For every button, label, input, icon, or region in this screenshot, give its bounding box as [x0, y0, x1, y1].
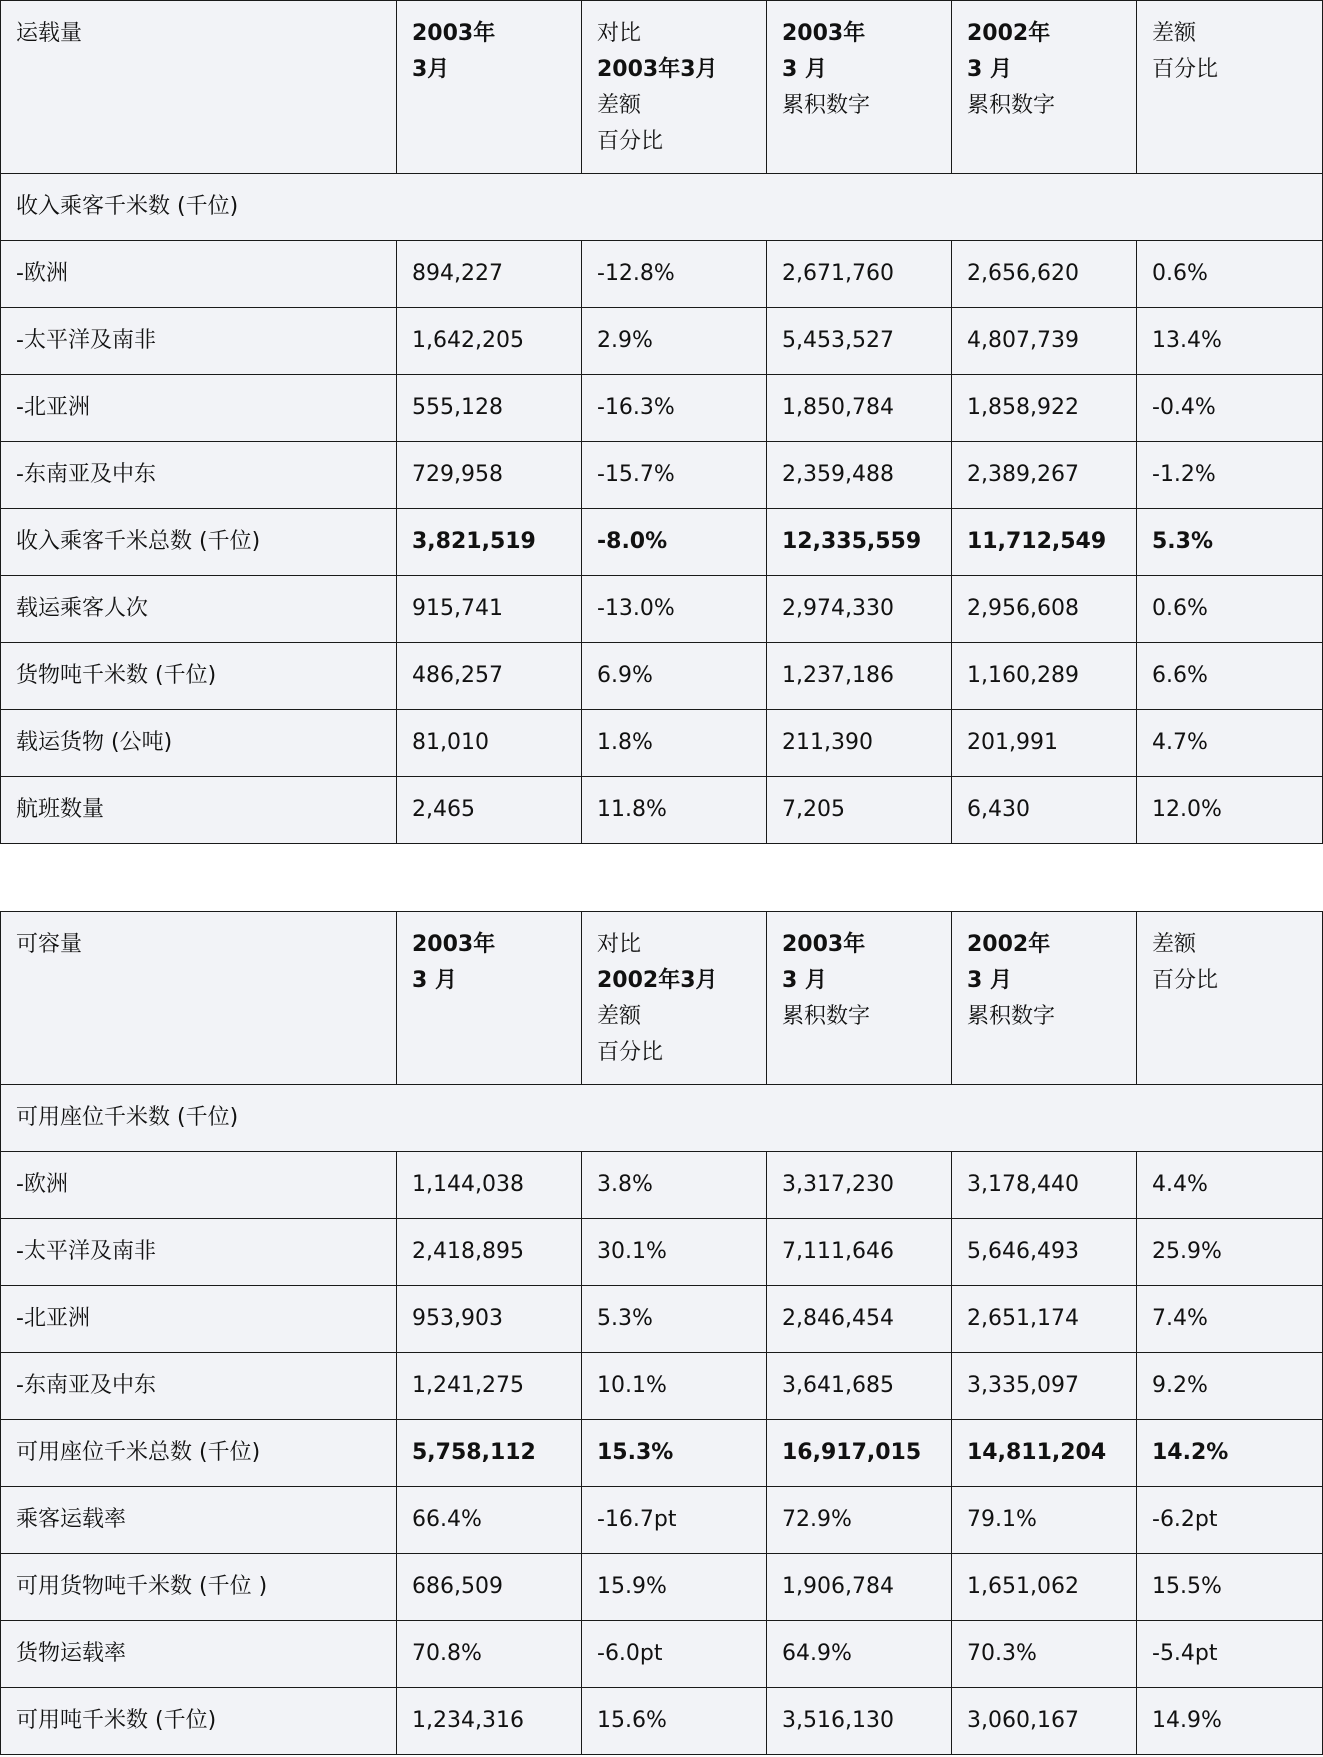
table-row	[1, 1353, 1323, 1420]
value-cell: 7,111,646	[767, 1219, 952, 1286]
value-cell: 15.6%	[582, 1688, 767, 1755]
value-cell: 2,651,174	[952, 1286, 1137, 1353]
header-line: 2003年	[782, 21, 866, 46]
value-cell: 3,821,519	[397, 509, 582, 576]
value-cell: 1,144,038	[397, 1152, 582, 1219]
value-cell: 1,651,062	[952, 1554, 1137, 1621]
value-cell: 16,917,015	[767, 1420, 952, 1487]
header-cell	[582, 912, 767, 1085]
value-cell: 10.1%	[582, 1353, 767, 1420]
value-cell: 3.8%	[582, 1152, 767, 1219]
section-title-row	[1, 1085, 1323, 1152]
value-cell: 1,858,922	[952, 375, 1137, 442]
header-line: 差额	[1152, 21, 1197, 46]
table-row	[1, 1152, 1323, 1219]
value-cell: 1,241,275	[397, 1353, 582, 1420]
header-line: 百分比	[597, 129, 664, 154]
value-cell: 211,390	[767, 710, 952, 777]
header-line: 2003年	[782, 932, 866, 957]
row-label: -东南亚及中东	[1, 1353, 397, 1420]
header-line: 2003年	[412, 21, 496, 46]
value-cell: 4.7%	[1137, 710, 1323, 777]
value-cell: 7.4%	[1137, 1286, 1323, 1353]
table-row	[1, 308, 1323, 375]
header-line: 累积数字	[967, 1004, 1056, 1029]
header-cell	[397, 912, 582, 1085]
row-label: -欧洲	[1, 241, 397, 308]
table-header-row	[1, 912, 1323, 1085]
value-cell: 15.5%	[1137, 1554, 1323, 1621]
value-cell: -6.2pt	[1137, 1487, 1323, 1554]
value-cell: 30.1%	[582, 1219, 767, 1286]
header-cell	[952, 1, 1137, 174]
header-line: 3 月	[412, 968, 457, 993]
value-cell: -8.0%	[582, 509, 767, 576]
table-row	[1, 643, 1323, 710]
header-cell	[1, 912, 397, 1085]
value-cell: -13.0%	[582, 576, 767, 643]
value-cell: 12.0%	[1137, 777, 1323, 844]
value-cell: 15.9%	[582, 1554, 767, 1621]
header-cell	[1137, 912, 1323, 1085]
value-cell: 9.2%	[1137, 1353, 1323, 1420]
value-cell: 486,257	[397, 643, 582, 710]
table-row	[1, 1487, 1323, 1554]
value-cell: 4.4%	[1137, 1152, 1323, 1219]
header-line: 差额	[597, 1004, 642, 1029]
value-cell: 5.3%	[1137, 509, 1323, 576]
traffic-table	[0, 0, 1323, 844]
table-row	[1, 1621, 1323, 1688]
value-cell: 15.3%	[582, 1420, 767, 1487]
row-label: -北亚洲	[1, 375, 397, 442]
row-label: 载运乘客人次	[1, 576, 397, 643]
row-label: 货物运载率	[1, 1621, 397, 1688]
value-cell: 0.6%	[1137, 576, 1323, 643]
value-cell: 79.1%	[952, 1487, 1137, 1554]
table-row	[1, 777, 1323, 844]
table-header-row	[1, 1, 1323, 174]
value-cell: 2,846,454	[767, 1286, 952, 1353]
value-cell: 2,974,330	[767, 576, 952, 643]
header-line: 差额	[597, 93, 642, 118]
capacity-table	[0, 911, 1323, 1755]
value-cell: -16.3%	[582, 375, 767, 442]
header-line: 差额	[1152, 932, 1197, 957]
header-line: 百分比	[1152, 57, 1219, 82]
value-cell: 12,335,559	[767, 509, 952, 576]
header-line: 3 月	[782, 57, 827, 82]
value-cell: 6,430	[952, 777, 1137, 844]
value-cell: 70.8%	[397, 1621, 582, 1688]
row-label: 收入乘客千米总数 (千位)	[1, 509, 397, 576]
table-row	[1, 375, 1323, 442]
section-title: 可用座位千米数 (千位)	[1, 1085, 1323, 1152]
header-line: 百分比	[1152, 968, 1219, 993]
header-line: 累积数字	[967, 93, 1056, 118]
value-cell: 66.4%	[397, 1487, 582, 1554]
value-cell: 25.9%	[1137, 1219, 1323, 1286]
row-label: -东南亚及中东	[1, 442, 397, 509]
section-title: 收入乘客千米数 (千位)	[1, 174, 1323, 241]
header-line: 2002年	[967, 21, 1051, 46]
value-cell: 3,178,440	[952, 1152, 1137, 1219]
value-cell: 1,906,784	[767, 1554, 952, 1621]
header-line: 运载量	[16, 21, 83, 46]
table-row	[1, 1554, 1323, 1621]
value-cell: 2,465	[397, 777, 582, 844]
header-line: 2003年	[412, 932, 496, 957]
value-cell: 81,010	[397, 710, 582, 777]
header-line: 百分比	[597, 1040, 664, 1065]
value-cell: -5.4pt	[1137, 1621, 1323, 1688]
value-cell: 70.3%	[952, 1621, 1137, 1688]
value-cell: 2,418,895	[397, 1219, 582, 1286]
value-cell: 13.4%	[1137, 308, 1323, 375]
table-row	[1, 576, 1323, 643]
value-cell: 5,646,493	[952, 1219, 1137, 1286]
value-cell: -1.2%	[1137, 442, 1323, 509]
value-cell: 2,389,267	[952, 442, 1137, 509]
value-cell: -15.7%	[582, 442, 767, 509]
row-label: 航班数量	[1, 777, 397, 844]
value-cell: 686,509	[397, 1554, 582, 1621]
value-cell: 1.8%	[582, 710, 767, 777]
value-cell: 11.8%	[582, 777, 767, 844]
value-cell: 5.3%	[582, 1286, 767, 1353]
value-cell: 72.9%	[767, 1487, 952, 1554]
header-cell	[767, 912, 952, 1085]
header-cell	[1, 1, 397, 174]
table-row	[1, 442, 1323, 509]
table-row	[1, 1688, 1323, 1755]
table-row	[1, 1420, 1323, 1487]
header-line: 3 月	[967, 968, 1012, 993]
value-cell: 2,656,620	[952, 241, 1137, 308]
value-cell: 1,237,186	[767, 643, 952, 710]
header-line: 对比	[597, 21, 642, 46]
value-cell: 1,160,289	[952, 643, 1137, 710]
value-cell: 729,958	[397, 442, 582, 509]
value-cell: 915,741	[397, 576, 582, 643]
value-cell: 14.2%	[1137, 1420, 1323, 1487]
value-cell: 1,234,316	[397, 1688, 582, 1755]
value-cell: 2,671,760	[767, 241, 952, 308]
header-line: 3月	[412, 57, 450, 82]
value-cell: 1,642,205	[397, 308, 582, 375]
header-cell	[397, 1, 582, 174]
header-line: 2002年3月	[597, 968, 718, 993]
value-cell: 3,060,167	[952, 1688, 1137, 1755]
row-label: 可用吨千米数 (千位)	[1, 1688, 397, 1755]
value-cell: 6.9%	[582, 643, 767, 710]
value-cell: 14,811,204	[952, 1420, 1137, 1487]
table-row	[1, 1286, 1323, 1353]
row-label: 载运货物 (公吨)	[1, 710, 397, 777]
header-line: 累积数字	[782, 93, 871, 118]
value-cell: 201,991	[952, 710, 1137, 777]
value-cell: 1,850,784	[767, 375, 952, 442]
row-label: -太平洋及南非	[1, 1219, 397, 1286]
table-row	[1, 241, 1323, 308]
row-label: 乘客运载率	[1, 1487, 397, 1554]
value-cell: 11,712,549	[952, 509, 1137, 576]
value-cell: -12.8%	[582, 241, 767, 308]
value-cell: 2,359,488	[767, 442, 952, 509]
header-cell	[767, 1, 952, 174]
row-label: 货物吨千米数 (千位)	[1, 643, 397, 710]
value-cell: 953,903	[397, 1286, 582, 1353]
value-cell: -16.7pt	[582, 1487, 767, 1554]
value-cell: 3,641,685	[767, 1353, 952, 1420]
table-row	[1, 710, 1323, 777]
value-cell: 2.9%	[582, 308, 767, 375]
row-label: 可用座位千米总数 (千位)	[1, 1420, 397, 1487]
header-line: 可容量	[16, 932, 83, 957]
value-cell: 6.6%	[1137, 643, 1323, 710]
header-line: 3 月	[967, 57, 1012, 82]
value-cell: 3,516,130	[767, 1688, 952, 1755]
row-label: 可用货物吨千米数 (千位 )	[1, 1554, 397, 1621]
value-cell: -0.4%	[1137, 375, 1323, 442]
header-line: 对比	[597, 932, 642, 957]
value-cell: 5,453,527	[767, 308, 952, 375]
value-cell: 894,227	[397, 241, 582, 308]
header-cell	[952, 912, 1137, 1085]
value-cell: 0.6%	[1137, 241, 1323, 308]
row-label: -太平洋及南非	[1, 308, 397, 375]
table-row	[1, 1219, 1323, 1286]
header-line: 累积数字	[782, 1004, 871, 1029]
value-cell: 5,758,112	[397, 1420, 582, 1487]
value-cell: 3,335,097	[952, 1353, 1137, 1420]
header-line: 2003年3月	[597, 57, 718, 82]
header-cell	[1137, 1, 1323, 174]
value-cell: -6.0pt	[582, 1621, 767, 1688]
header-line: 2002年	[967, 932, 1051, 957]
value-cell: 14.9%	[1137, 1688, 1323, 1755]
value-cell: 64.9%	[767, 1621, 952, 1688]
header-cell	[582, 1, 767, 174]
value-cell: 555,128	[397, 375, 582, 442]
value-cell: 3,317,230	[767, 1152, 952, 1219]
section-title-row	[1, 174, 1323, 241]
header-line: 3 月	[782, 968, 827, 993]
table-row	[1, 509, 1323, 576]
row-label: -欧洲	[1, 1152, 397, 1219]
value-cell: 4,807,739	[952, 308, 1137, 375]
row-label: -北亚洲	[1, 1286, 397, 1353]
value-cell: 2,956,608	[952, 576, 1137, 643]
value-cell: 7,205	[767, 777, 952, 844]
